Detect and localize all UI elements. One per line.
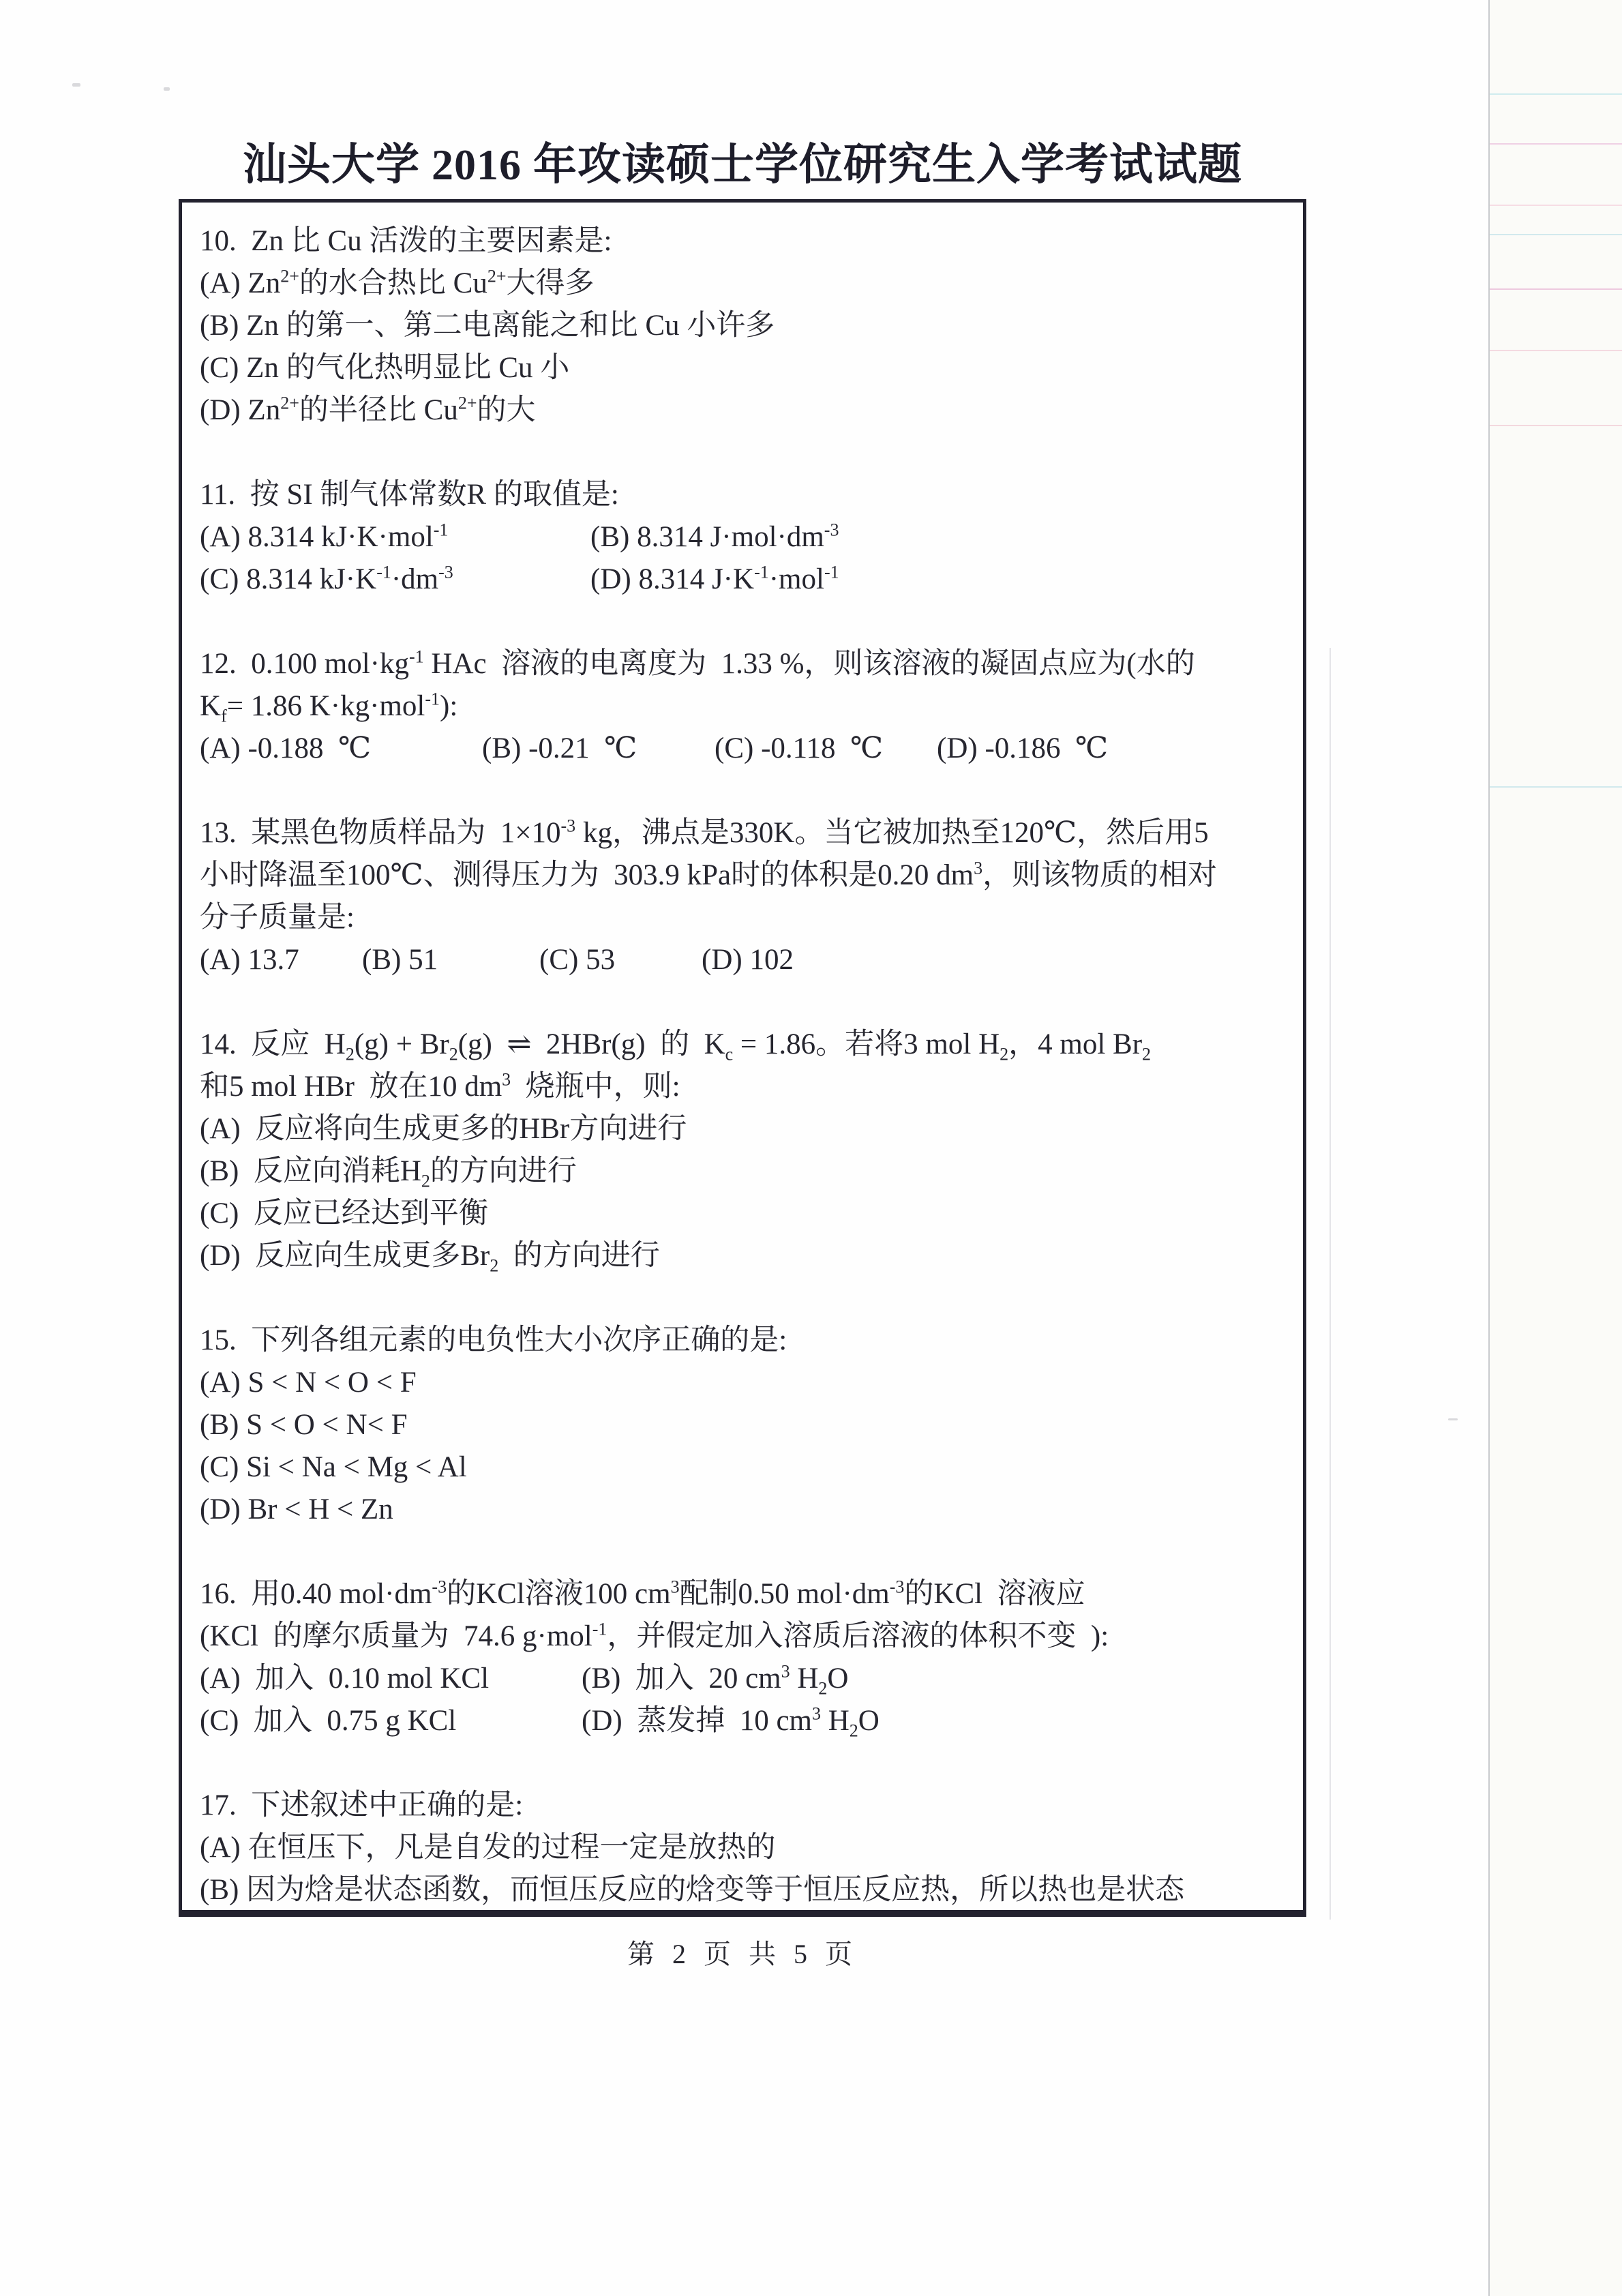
option-row-abcd [200,728,1291,770]
question-stem-continued: 分子质量是: [200,901,355,934]
page-footer: 第 2 页 共 5 页 [627,1939,858,1969]
scan-speck [164,87,170,91]
question-stem: 15. 下列各组元素的电负性大小次序正确的是: [200,1324,787,1356]
option-row-ab [200,516,1291,558]
question-12 [200,643,1291,770]
question-stem-continued: (KCl 的摩尔质量为 74.6 g·mol$^{-1}$，并假定加入溶质后溶液的体积不变 ): [200,1619,1109,1652]
option-row-abcd [200,939,1291,981]
option-line-d: (D) Br < H < Zn [200,1493,393,1525]
option-b: (B) -0.21 ℃ [482,732,637,764]
option-line-a: (A) 反应将向生成更多的HBr方向进行 [200,1113,687,1145]
question-stem: 17. 下述叙述中正确的是: [200,1789,524,1821]
question-stem: 11. 按 SI 制气体常数R 的取值是: [200,479,619,511]
option-line-b: (B) 因为焓是状态函数，而恒压反应的焓变等于恒压反应热，所以热也是状态 [200,1874,1185,1906]
option-line-a: (A) S < N < O < F [200,1367,417,1399]
option-d: (D) -0.186 ℃ [937,732,1109,764]
scan-speck [1448,1418,1458,1420]
option-row-cd [200,558,1291,601]
option-b: (B) 8.314 $J\cdot mol\cdot dm^{-3}$ [590,520,839,553]
option-d: (D) 102 [702,944,794,976]
option-line-b: (B) S < O < N< F [200,1409,408,1441]
scan-artifact-line [1490,205,1622,206]
question-10 [200,220,1291,432]
question-17 [200,1785,1291,1911]
option-line-c: (C) 反应已经达到平衡 [200,1197,488,1229]
scan-artifact-line [1490,234,1622,235]
scan-artifact-line [1490,786,1622,788]
scan-artifact-line [1490,143,1622,145]
option-a: (A) 加入 0.10 mol KCl [200,1663,490,1695]
page-title: 汕头大学 2016 年攻读硕士学位研究生入学考试试题 [243,140,1242,189]
scan-right-band [1490,0,1622,2296]
option-line-a: (A) 在恒压下，凡是自发的过程一定是放热的 [200,1832,776,1864]
option-d: (D) 8.314 $J\cdot K^{-1}\cdot mol^{-1}$ [590,562,839,595]
scan-artifact-line [1490,425,1622,426]
option-row-ab [200,1658,1291,1700]
question-stem-continued: 小时降温至100℃、测得压力为 303.9 kPa时的体积是0.20 $dm^3$，则该物质的相对 [200,858,1218,891]
question-16 [200,1573,1291,1742]
option-b: (B) 加入 20 $cm^3$ $H_2O$ [582,1661,849,1699]
option-line-b: (B) 反应向消耗$H_2$的方向进行 [200,1155,577,1191]
scan-artifact-line [1490,93,1622,95]
scan-artifact-line [1490,350,1622,351]
scan-speck [72,83,80,87]
question-stem: 12. 0.100 $mol\cdot kg^{-1}$ HAc 溶液的电离度为 1.33 %，则该溶液的凝固点应为(水的 [200,646,1195,680]
question-13 [200,812,1291,981]
option-line-c: (C) Zn 的气化热明显比 Cu 小 [200,352,570,384]
question-11 [200,474,1291,601]
option-line-b: (B) Zn 的第一、第二电离能之和比 Cu 小许多 [200,310,775,342]
scan-ghost-border-line [1330,648,1331,1920]
question-15 [200,1320,1291,1531]
question-stem-continued: 和5 mol HBr 放在10 $dm^3$ 烧瓶中，则: [200,1069,680,1103]
option-row-cd [200,1700,1291,1742]
option-c: (C) -0.118 ℃ [715,732,884,764]
question-stem: 10. Zn 比 Cu 活泼的主要因素是: [200,225,612,257]
option-b: (B) 51 [362,944,438,976]
option-line-d: (D) 反应向生成更多$Br_2$ 的方向进行 [200,1240,660,1276]
option-d: (D) 蒸发掉 10 $cm^3$ $H_2O$ [582,1703,880,1741]
question-stem: 14. 反应 $H_2(g) + Br_2(g)$ ⇌ 2HBr(g) 的 $K_c = 1.86$。若将3 mol $H_2$，4 mol $Br_2$ [200,1028,1152,1064]
option-line-d: (D) $Zn^{2+}$的半径比 $Cu^{2+}$的大 [200,393,536,426]
option-line-c: (C) Si < Na < Mg < Al [200,1451,467,1483]
option-c: (C) 8.314 $kJ\cdot K^{-1}\cdot dm^{-3}$ [200,562,453,595]
scan-artifact-line [1490,288,1622,290]
option-a: (A) -0.188 ℃ [200,732,372,764]
scan-page-edge-line [1488,0,1490,2296]
option-a: (A) 8.314 kJ·K·mol$^{-1}$ [200,520,449,553]
question-14 [200,1024,1291,1277]
exam-content-box [179,199,1306,1917]
question-stem-continued: $K_f= 1.86$ K·kg·mol$^{-1}$): [200,689,458,726]
option-a: (A) 13.7 [200,944,299,976]
question-stem: 16. 用0.40 $mol\cdot dm^{-3}$的KCl溶液100 $cm^3$配制0.50 $mol\cdot dm^{-3}$的KCl 溶液应 [200,1577,1085,1610]
question-stem: 13. 某黑色物质样品为 $1\times 10^{-3}$ kg，沸点是330K。当它被加热至120℃，然后用5 [200,816,1209,849]
option-line-a: (A) $Zn^{2+}$的水合热比 $Cu^{2+}$大得多 [200,266,595,299]
option-c: (C) 53 [539,944,616,976]
option-c: (C) 加入 0.75 g KCl [200,1705,457,1737]
